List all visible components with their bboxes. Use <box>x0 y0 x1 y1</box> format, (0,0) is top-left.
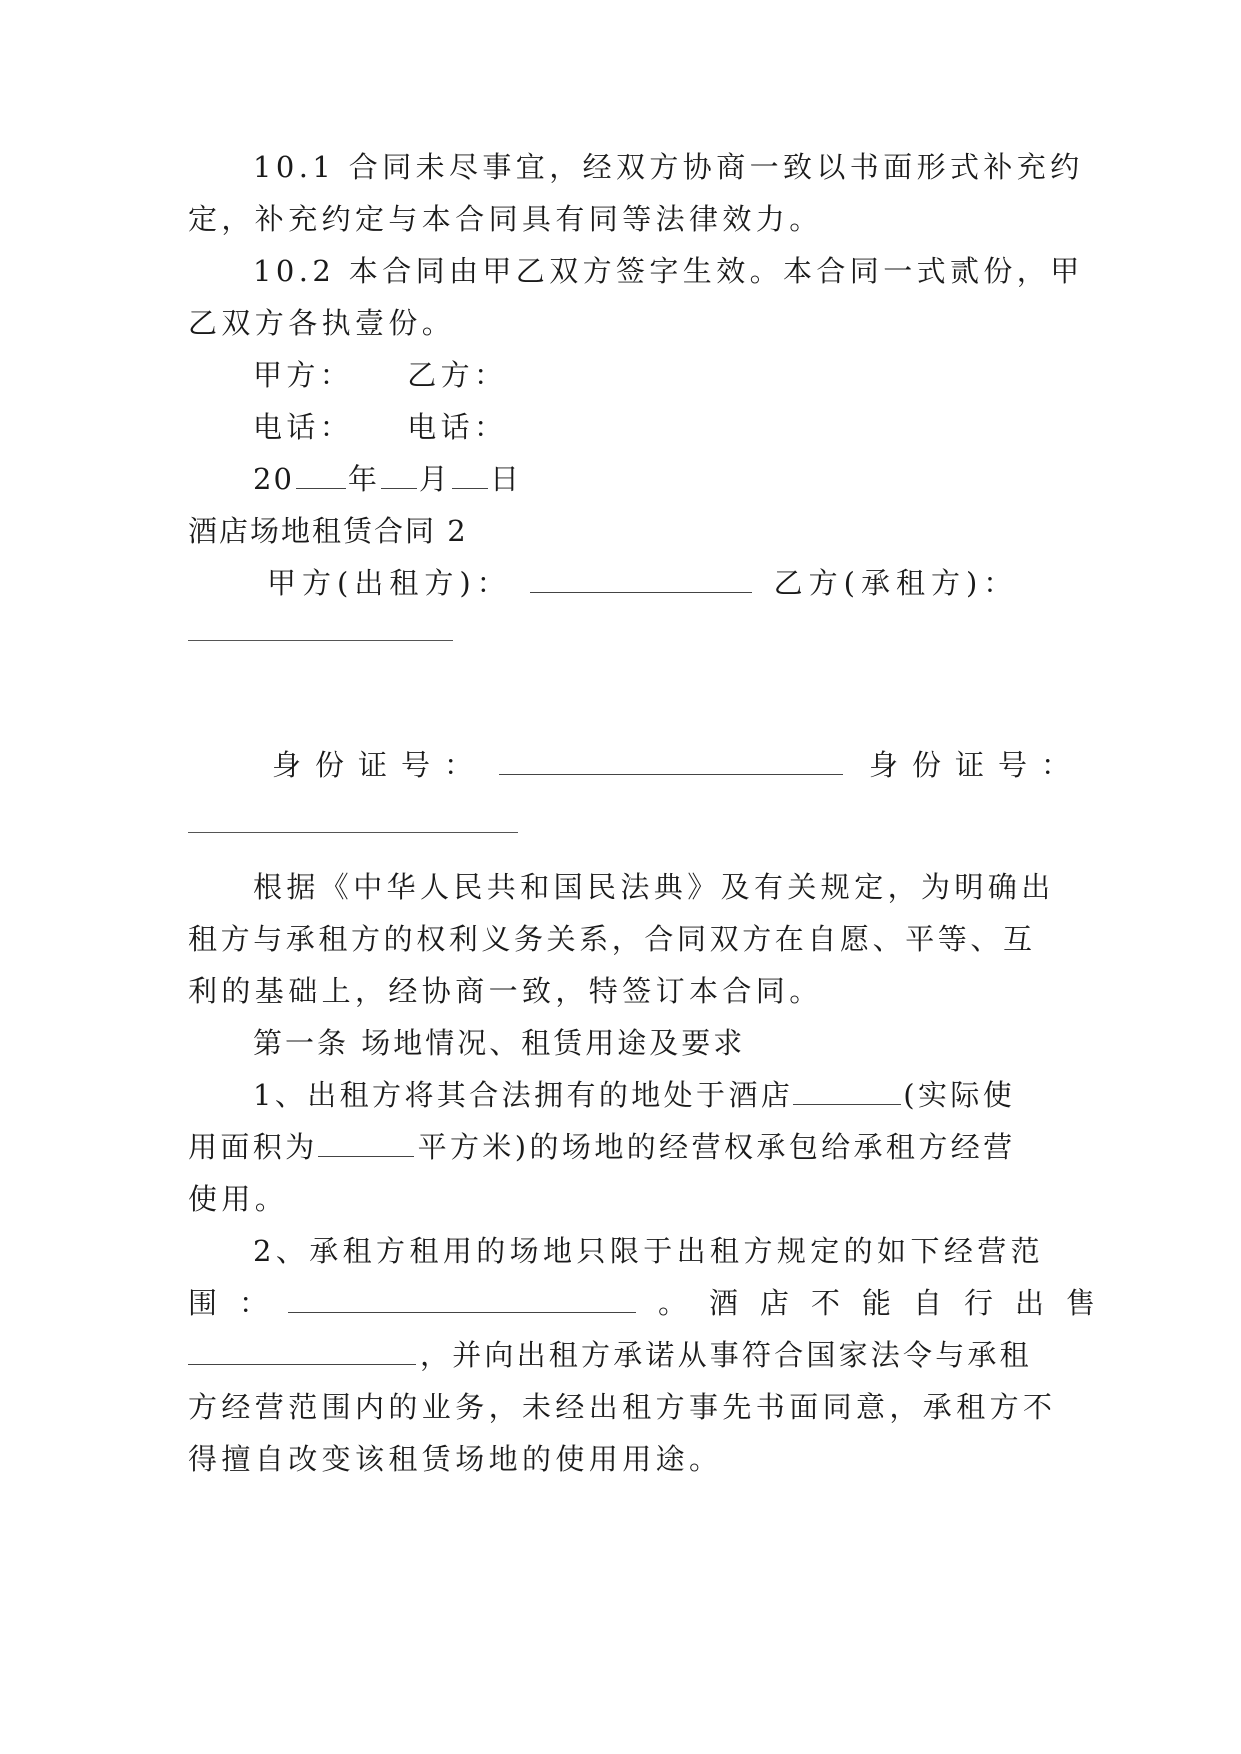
item-1-line-2 <box>188 1118 1050 1176</box>
item-1-text-c: 平方米)的场地的经营权承包给承租方经营 <box>417 1130 1016 1164</box>
id-a-blank <box>499 742 843 775</box>
month-blank <box>381 452 417 489</box>
preamble-line-3: 利的基础上，经协商一致，特签订本合同。 <box>188 974 823 1008</box>
lessee-name-blank <box>188 640 453 641</box>
item-2-line-1: 2、承租方租用的场地只限于出租方规定的如下经营范 <box>253 1234 1045 1268</box>
prohibited-items-blank <box>188 1330 416 1365</box>
item-1-line-3: 使用。 <box>188 1182 289 1216</box>
party-a-label: 甲方： <box>253 358 354 392</box>
party-signature-line <box>253 346 1050 404</box>
clause-10-2-line-2: 乙双方各执壹份。 <box>188 306 456 340</box>
date-day: 日 <box>489 462 521 496</box>
parties-line <box>267 554 1050 612</box>
year-blank <box>296 452 346 489</box>
business-scope-blank <box>288 1278 636 1313</box>
preamble-line-1: 根据《中华人民共和国民法典》及有关规定，为明确出 <box>253 870 1055 904</box>
item-1-text-a: 1、出租方将其合法拥有的地处于酒店 <box>253 1078 794 1112</box>
article-1-heading: 第一条 场地情况、租赁用途及要求 <box>253 1026 746 1060</box>
date-prefix: 20 <box>253 462 294 496</box>
area-blank <box>318 1122 414 1157</box>
phone-a-label: 电话： <box>253 410 354 444</box>
clause-10-1-line-2: 定，补充约定与本合同具有同等法律效力。 <box>188 202 823 236</box>
item-2-scope-label: 围： <box>188 1286 291 1320</box>
item-1-text-b: (实际使 <box>903 1078 1016 1112</box>
phone-b-label: 电话： <box>407 410 508 444</box>
phone-line <box>253 398 1050 456</box>
item-2-text-c: ，并向出租方承诺从事符合国家法令与承租 <box>420 1338 1032 1372</box>
id-label-b: 身份证号： <box>869 748 1085 782</box>
clause-10-2-line-1: 10.2 本合同由甲乙双方签字生效。本合同一式贰份，甲 <box>253 254 1084 288</box>
date-month: 月 <box>418 462 450 496</box>
item-2-line-4: 方经营范围内的业务，未经出租方事先书面同意，承租方不 <box>188 1390 1057 1424</box>
contract-title: 酒店场地租赁合同 2 <box>188 514 468 548</box>
hotel-location-blank <box>793 1070 901 1105</box>
day-blank <box>452 452 488 489</box>
id-number-line <box>272 736 1085 794</box>
item-2-line-5: 得擅自改变该租赁场地的使用用途。 <box>188 1442 723 1476</box>
item-1-area-label: 用面积为 <box>188 1130 318 1164</box>
date-year: 年 <box>347 462 379 496</box>
id-label-a: 身份证号： <box>272 748 488 782</box>
item-2-text-b: 。酒店不能自行出售 <box>658 1286 1118 1320</box>
item-2-line-2 <box>188 1274 1118 1332</box>
clause-10-1-line-1: 10.1 合同未尽事宜，经双方协商一致以书面形式补充约 <box>253 150 1084 184</box>
item-2-line-3 <box>188 1326 1050 1384</box>
date-line <box>253 450 1050 508</box>
preamble-line-2: 租方与承租方的权利义务关系，合同双方在自愿、平等、互 <box>188 922 1036 956</box>
party-b-label: 乙方： <box>407 358 508 392</box>
lessor-label: 甲方(出租方)： <box>267 566 512 600</box>
lessor-blank <box>530 560 752 593</box>
item-1-line-1 <box>253 1066 1050 1124</box>
lessee-label: 乙方(承租方)： <box>773 566 1019 600</box>
id-b-blank <box>188 832 518 833</box>
